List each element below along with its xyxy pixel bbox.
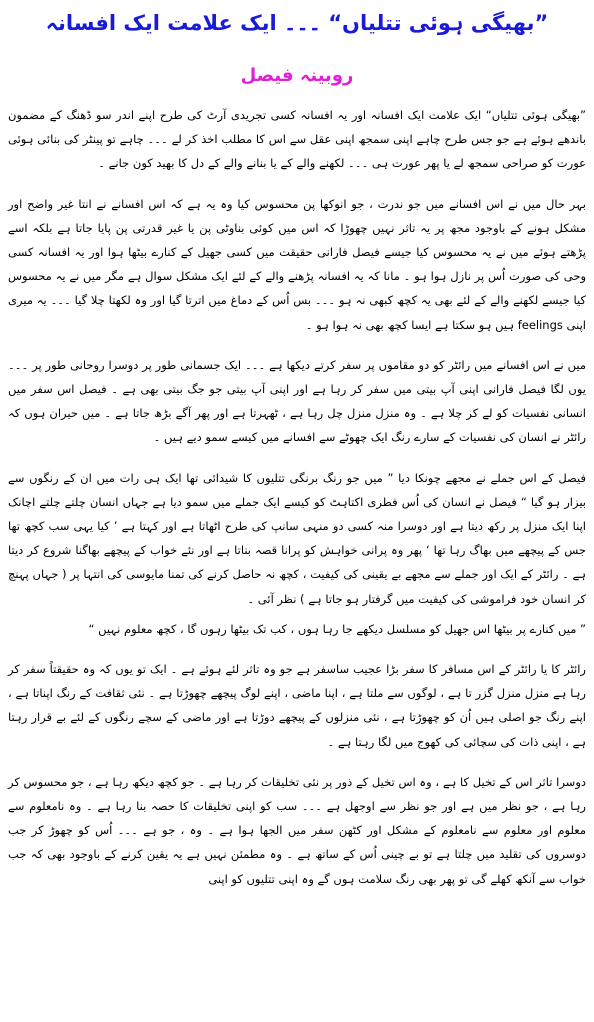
paragraph-5: رائٹر کا یا رائٹر کے اس مسافر کا سفر بڑا عجیب ساسفر ہے جو وہ تاثر لئے ہوئے ہے ۔ ایک تو یوں کہ وہ حقیقتاً سفر کر رہا ہے منزل منزل گزر تا ہے ، لوگوں سے ملتا ہے ، اپنا ماضی ، اپنے لوگ پیچھے چھوڑتا ہے ۔ نئی ثقافت کے رنگ اپناتا ہے ، اپنے رنگ جو اصلی ہیں اُن کو چھوڑتا ہے ، نئی منزلوں کے پیچھے دوڑتا ہے اور ماضی کے سچے رنگوں کے لئے بے قرار رہتا ہے ، اپنی ذات کی سچائی کی کھوج میں لگا رہتا ہے ۔ bbox=[8, 662, 586, 749]
article-title: ”بھیگی ہوئی تتلیاں“ ۔۔۔ ایک علامت ایک افسانہ bbox=[45, 11, 549, 35]
article-body bbox=[8, 103, 586, 897]
paragraph-1: ”بھیگی ہوئی تتلیاں“ ایک علامت ایک افسانہ اور یہ افسانہ کسی تجریدی آرٹ کی طرح اپنے اندر سو ڈھنگ کے مضمون باندھے ہوئے ہے جو جس طرح چاہے اپنی سمجھ اپنی عقل سے اس کا مطلب اخذ کر لے ۔۔۔ چاہے تو پینٹر کی بنائی ہوئی عورت کو صراحی سمجھ لے یا پھر عورت ہی ۔۔۔ لکھنے والے کے یا بنانے والے کے دل کا بھید کون جانے ۔ bbox=[8, 108, 586, 171]
paragraph-3: میں نے اس افسانے میں رائٹر کو دو مقاموں پر سفر کرتے دیکھا ہے ۔۔۔ ایک جسمانی طور پر دوسرا روحانی طور پر ۔۔۔ یوں لگا فیصل فارانی اپنی آپ بیتی میں سفر کر رہا ہے اور اپنی آپ بیتی جو جگ بیتی بھی ہے ۔ فیصل اس سفر میں انسانی نفسیات کو لے کر چلا ہے ۔ وہ منزل منزل چل رہا ہے ، ٹھہرتا ہے اور پھر آگے بڑھ جاتا ہے ۔ میں حیران ہوں کہ رائٹر نے انسان کی نفسیات کے سارے رنگ ایک چھوٹے سے افسانے میں کیسے سمو دیے ہیں ۔ bbox=[8, 357, 586, 445]
paragraph-2: بہر حال میں نے اس افسانے میں جو ندرت ، جو انوکھا پن محسوس کیا وہ یہ ہے کہ اس افسانے نے انتا غیر واضح اور مشکل ہونے کے باوجود مجھ پر یہ تاثر نہیں چھوڑا کہ اس میں کوئی بناوٹی پن یا غیر قدرتی پن پایا جاتا ہے بلکہ اسے پڑھتے ہوئے میں نے یہ محسوس کیا جیسے فیصل فارانی حقیقت میں کسی جھیل کے کنارے بیٹھا ہوا اور یہ افسانہ کسی وحی کی صورت اُس پر نازل ہوا ہو ۔ مانا کہ یہ افسانہ پڑھنے والے کے لئے ایک مشکل سوال ہے مگر میں نے یہ محسوس کیا جیسے لکھنے والے کے لئے بھی یہ کچھ کبھی نہ ہو ۔۔۔ بس اُس کے دماغ میں اترتا گیا اور وہ لکھتا چلا گیا ۔۔۔ یہ میری اپنی feelings ہیں ہو سکتا ہے ایسا کچھ بھی نہ ہوا ہو ۔ bbox=[8, 196, 586, 332]
quote-paragraph: ” میں کنارے پر بیٹھا اس جھیل کو مسلسل دیکھے جا رہا ہوں ، کب تک بیٹھا رہوں گا ، کچھ معلوم نہیں “ bbox=[88, 621, 586, 636]
paragraph-4: فیصل کے اس جملے نے مجھے چونکا دیا ” میں جو رنگ برنگی تتلیوں کا شیدائی تھا ایک ہی رات میں ان کے رنگوں سے بیزار ہو گیا “ فیصل نے انسان کی اُس فطری اکتاہٹ کو کیسے ایک جملے میں سمو دیا ہے جہاں انسان چلتے چلتے اچانک اپنا ایک منزل پر رکھ دیتا ہے اور دوسرا منہ کسی دو منہی سانپ کی طرح اٹھاتا ہے اور کہتا ہے ’ کیا یہی سب کچھ تھا جس کے پیچھے میں بھاگ رہا تھا ‘ پھر وہ پرانی خواہش کو پرانا قصہ بناتا ہے اور نئے خواب کے پیچھے بھاگنا شروع کر دیتا ہے ۔ رائٹر کے ایک اور جملے سے مجھے بے یقینی کی کیفیت ، کچھ نہ حاصل کرنے کی تمنا مایوسی کی انتہا پر ( جہاں پہنچ کر انسان خود فراموشی کی کیفیت میں گرفتار ہو جاتا ہے ) نظر آئی ۔ bbox=[8, 470, 586, 606]
author-name: روبینہ فیصل bbox=[240, 65, 354, 86]
paragraph-6: دوسرا تاثر اس کے تخیل کا ہے ، وہ اس تخیل کے ذور پر نئی تخلیقات کر رہا ہے ۔ جو کچھ دیکھ رہا ہے ، جو محسوس کر رہا ہے ، جو نظر میں ہے اور جو نظر سے اوجھل ہے ۔۔۔ سب کو اپنی تخلیقات کا حصہ بنا رہا ہے ۔ وہ نامعلوم سے معلوم اور معلوم سے نامعلوم کے مشکل اور کٹھن سفر میں الجھا ہوا ہے ۔ وہ ، جو ہے ۔۔۔ اُس کو چھوڑ کر جب دوسروں کی تقلید میں چلتا ہے تو بے چینی اُس کے ساتھ ہے ۔ وہ مطمئن نہیں ہے یہ یقین کرنے کے باوجود بھی کہ جب خواب سے آنکھ کھلے گی تو پھر بھی رنگ سلامت ہوں گے وہ اپنی تتلیوں کو اپنی bbox=[8, 774, 586, 886]
